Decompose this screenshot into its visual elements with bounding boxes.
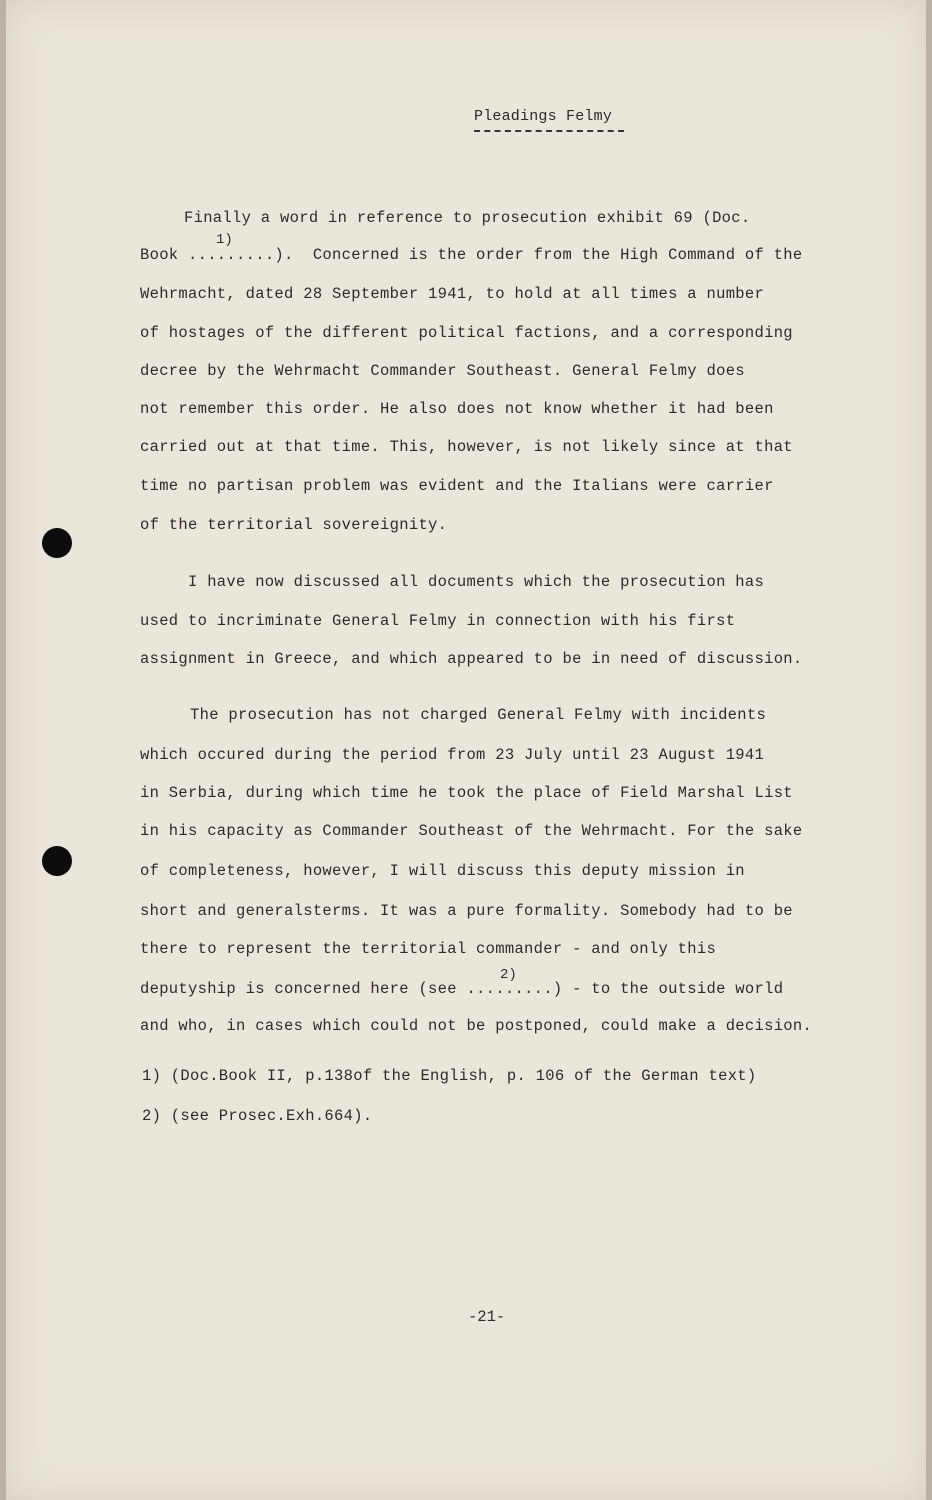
paragraph-line: in his capacity as Commander Southeast of the Wehrmacht. For the sake <box>140 822 803 840</box>
footnote-marker-1: 1) <box>216 232 233 248</box>
paragraph-line: there to represent the territorial commander - and only this <box>140 940 717 958</box>
footnote-2: 2) (see Prosec.Exh.664). <box>142 1107 373 1125</box>
page-header: Pleadings Felmy <box>474 108 613 125</box>
paragraph-line: and who, in cases which could not be postponed, could make a decision. <box>140 1017 813 1035</box>
paragraph-line: time no partisan problem was evident and the Italians were carrier <box>140 477 774 495</box>
document-page <box>6 0 926 1500</box>
punch-hole-lower <box>42 846 72 876</box>
paragraph-line: short and generalsterms. It was a pure formality. Somebody had to be <box>140 902 793 920</box>
paragraph-line: Wehrmacht, dated 28 September 1941, to hold at all times a number <box>140 285 765 303</box>
paragraph-line: of completeness, however, I will discuss this deputy mission in <box>140 862 745 880</box>
paragraph-line: in Serbia, during which time he took the place of Field Marshal List <box>140 784 793 802</box>
paragraph-line: Finally a word in reference to prosecution exhibit 69 (Doc. <box>184 209 751 227</box>
paragraph-line: of the territorial sovereignity. <box>140 516 448 534</box>
paragraph-line: I have now discussed all documents which the prosecution has <box>188 573 765 591</box>
punch-hole-upper <box>42 528 72 558</box>
paragraph-line: deputyship is concerned here (see .........) - to the outside world <box>140 980 784 998</box>
paragraph-line: assignment in Greece, and which appeared to be in need of discussion. <box>140 650 803 668</box>
footnote-marker-2: 2) <box>500 967 517 983</box>
paragraph-line: which occured during the period from 23 July until 23 August 1941 <box>140 746 765 764</box>
paragraph-line: of hostages of the different political factions, and a corresponding <box>140 324 793 342</box>
paragraph-line: The prosecution has not charged General Felmy with incidents <box>190 706 767 724</box>
footnote-1: 1) (Doc.Book II, p.138of the English, p. 106 of the German text) <box>142 1067 757 1085</box>
paragraph-line: decree by the Wehrmacht Commander Southeast. General Felmy does <box>140 362 745 380</box>
page-number: -21- <box>468 1308 506 1326</box>
paragraph-line: used to incriminate General Felmy in connection with his first <box>140 612 736 630</box>
paragraph-line: Book .........). Concerned is the order from the High Command of the <box>140 246 803 264</box>
paragraph-line: carried out at that time. This, however, is not likely since at that <box>140 438 793 456</box>
header-underline <box>474 130 624 132</box>
paragraph-line: not remember this order. He also does not know whether it had been <box>140 400 774 418</box>
